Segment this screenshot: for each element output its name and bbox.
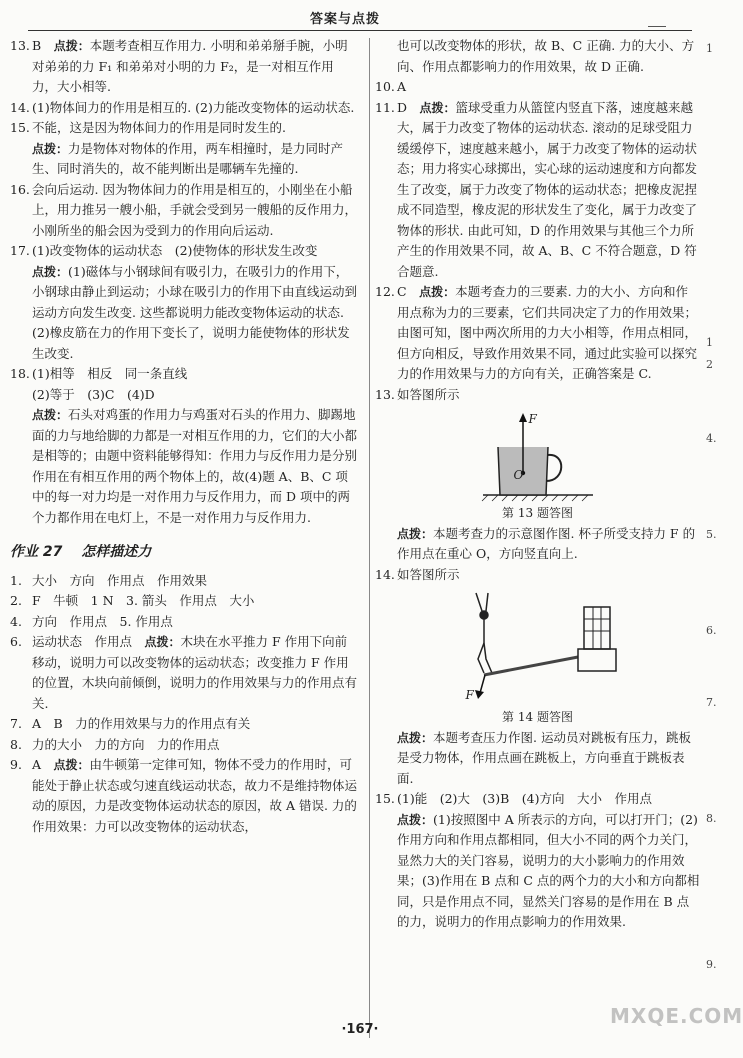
answer-item <box>10 364 358 385</box>
edge-mark: 2 <box>706 358 713 371</box>
answer-item <box>375 77 700 98</box>
answer-text: 如答图所示 <box>397 566 460 582</box>
hint-text: 本题考查相互作用力. 小明和弟弟掰手腕，小明对弟弟的力 F₁ 和弟弟对小明的力 F₂，是一对相互作用力，大小相等. <box>32 38 348 94</box>
answer-text: 如答图所示 <box>397 386 460 402</box>
edge-mark: 4. <box>706 432 717 445</box>
answer-text: 也可以改变物体的形状，故 B、C 正确. 力的大小、方向、作用点都影响力的作用效果，故 D 正确. <box>397 38 695 74</box>
answer-item <box>10 591 358 612</box>
force-label-F14: F <box>465 688 474 702</box>
right-answers <box>375 36 700 405</box>
answer-item <box>10 385 358 406</box>
answer-number: 13. <box>375 386 395 402</box>
answer-item <box>10 755 358 837</box>
answer-text: 运动状态 作用点 <box>32 634 145 649</box>
hint-keyword: 点拨： <box>397 526 434 541</box>
hint-keyword: 点拨： <box>53 758 90 772</box>
page-header <box>0 0 720 34</box>
edge-mark: 8. <box>706 812 717 825</box>
answer-text: 力的大小 力的方向 力的作用点 <box>32 736 220 752</box>
page-number: ·167· <box>341 1022 379 1037</box>
figure-13 <box>478 409 598 501</box>
answer-item <box>375 789 700 810</box>
hint-text: 木块在水平推力 F 作用下向前移动，说明力可以改变物体的运动状态；改变推力 F 作用的位置，木块向前倾倒，说明力的作用效果与力的作用点有关. <box>32 634 358 711</box>
answer-item <box>375 385 700 406</box>
hint-keyword: 点拨： <box>32 408 69 422</box>
left-column <box>10 36 358 837</box>
answer-text: (2)等于 (3)C (4)D <box>32 386 155 402</box>
answer-number: 17. <box>10 243 30 258</box>
answer-number: 16. <box>10 181 30 197</box>
hint-text: 石头对鸡蛋的作用力与鸡蛋对石头的作用力、脚踢地面的力与地给脚的力都是一对相互作用的力，它们的大小都是相等的；由题中资料能够得知：作用力与反作用力是分别作用在有相互作用的两个物体上的，故(4)题 A、B、C 项中的每一对力均是一对作用力与反作用力，而 D 项中的两个力都作用在电灯上，不是一对作用力与反作用力. <box>32 407 358 525</box>
answer-item <box>375 728 700 790</box>
answer-text: (1)物体间力的作用是相互的. (2)力能改变物体的运动状态. <box>32 99 355 115</box>
answer-item <box>375 36 700 77</box>
answer-text: 方向 作用点 5. 作用点 <box>32 613 173 629</box>
right-answers-2 <box>375 524 700 586</box>
answer-text: A <box>32 757 54 772</box>
answer-text: F 牛顿 1 N 3. 箭头 作用点 大小 <box>32 593 255 608</box>
answer-item <box>10 180 358 242</box>
hint-keyword: 点拨： <box>397 730 434 745</box>
answer-number: 1. <box>10 572 22 588</box>
hint-text: 力是物体对物体的作用，两车相撞时，是力同时产生、同时消失的，故不能判断出是哪辆车先撞的. <box>32 140 344 176</box>
answer-number: 14. <box>375 566 395 582</box>
header-title: 答案与点拨 <box>310 12 381 27</box>
diving-board-diagram <box>458 589 618 705</box>
answer-number: 14. <box>10 99 30 115</box>
hint-text: (1)按照图中 A 所表示的方向，可以打开门；(2)作用方向和作用点都相同，但大小不同的两个力关门，显然力大的关门容易，说明力的大小影响力的作用效果；(3)作用在 B 点和 C 点的两个力的大小和方向都相同，只是作用点不同，显然关门容易的是作用在 B 点的力，说明力的作用点影响力的作用效果. <box>397 811 700 929</box>
hint-text: (1)磁体与小钢球间有吸引力，在吸引力的作用下，小钢球由静止到运动；小球在吸引力的作用下由直线运动到运动方向发生改变. 这些都说明力能改变物体运动的状态. (2)橡皮筋在力的作用下变长了，说明力能使物体的形状发生改变. <box>32 263 358 361</box>
section-title: 怎样描述力 <box>81 544 152 560</box>
answer-text: C <box>397 284 420 299</box>
hint-text: 篮球受重力从篮筐内竖直下落，速度越来越大，属于力改变了物体的运动状态. 滚动的足球受阻力缓缓停下，速度越来越小，属于力改变了物体的运动状态；用力将实心球掷出，实心球的运动速度和方向都发生了改变，属于力改变了物体的运动状态；把橡皮泥捏成不同造型，橡皮泥的形状发生了变化，属于力改变了物体的形状. 由此可知，D 的作用效果与其他三个力所产生的作用效果不同，故 A、B、C 不符合题意，D 符合题意. <box>397 99 698 279</box>
answer-item <box>10 735 358 756</box>
answer-text: 不能，这是因为物体间力的作用是同时发生的. <box>32 120 286 135</box>
answer-number: 6. <box>10 634 22 649</box>
answer-item <box>375 810 700 933</box>
answer-text: (1)相等 相反 同一条直线 <box>32 366 188 381</box>
answer-number: 8. <box>10 736 22 752</box>
edge-mark: 7. <box>706 696 717 709</box>
hint-keyword: 点拨： <box>144 635 181 649</box>
answer-item <box>10 36 358 98</box>
answer-text: A B 力的作用效果与力的作用点有关 <box>32 716 251 731</box>
section-label: 作业 27 <box>10 544 63 560</box>
edge-mark: 6. <box>706 624 717 637</box>
answer-number: 2. <box>10 593 22 608</box>
answer-text: D <box>397 99 420 115</box>
edge-mark: 9. <box>706 958 717 971</box>
answer-number: 9. <box>10 757 22 772</box>
hint-keyword: 点拨： <box>419 100 456 115</box>
right-answers-3 <box>375 728 700 933</box>
force-label-F: F <box>528 412 537 426</box>
header-dash <box>648 26 666 27</box>
answer-item <box>375 282 700 385</box>
header-rule <box>28 30 692 31</box>
answer-number: 13. <box>10 38 30 53</box>
answer-number: 7. <box>10 716 22 731</box>
answer-item <box>375 524 700 565</box>
hint-keyword: 点拨： <box>397 812 434 827</box>
answer-item <box>10 98 358 119</box>
left-answers <box>10 36 358 528</box>
answer-item <box>10 612 358 633</box>
hint-keyword: 点拨： <box>32 264 69 279</box>
answer-item <box>10 241 358 262</box>
watermark-logo: MXQE.COM <box>610 1004 743 1028</box>
answer-item <box>10 632 358 714</box>
answer-item <box>375 98 700 283</box>
hint-keyword: 点拨： <box>32 141 69 156</box>
answer-number: 10. <box>375 79 395 94</box>
edge-mark: 1 <box>706 336 713 349</box>
hint-text: 本题考查力的三要素. 力的大小、方向和作用点称为力的三要素，它们共同决定了力的作用效果；由图可知，图中两次所用的力大小相等，作用点相同，但方向相反，导致作用效果不同，通过此实验可以探究力的作用效果与力的方向有关，正确答案是 C. <box>397 284 698 381</box>
answer-item <box>10 262 358 365</box>
answer-number: 15. <box>375 791 395 806</box>
edge-mark: 5. <box>706 528 717 541</box>
answer-number: 18. <box>10 366 30 381</box>
column-divider <box>369 38 370 1038</box>
center-label-O: O <box>513 468 524 482</box>
figure-14-caption: 第 14 题答图 <box>502 710 573 724</box>
answer-number: 4. <box>10 613 22 629</box>
answer-item <box>10 571 358 592</box>
answer-text: 大小 方向 作用点 作用效果 <box>32 572 208 588</box>
answer-number: 12. <box>375 284 395 299</box>
hint-keyword: 点拨： <box>53 39 90 53</box>
left-answers-2 <box>10 571 358 838</box>
hint-text: 由牛顿第一定律可知，物体不受力的作用时，可能处于静止状态或匀速直线运动状态，故力不是维持物体运动的原因，力是改变物体运动状态的原因，故 A 错误. 力的作用效果：力可以改变物体的运动状态， <box>32 757 358 834</box>
hint-text: 本题考查压力作图. 运动员对跳板有压力，跳板是受力物体，作用点画在跳板上，方向垂直于跳板表面. <box>397 729 691 786</box>
answer-item <box>10 714 358 735</box>
answer-number: 11. <box>375 99 395 115</box>
answer-item <box>10 118 358 139</box>
answer-item <box>10 405 358 528</box>
answer-text: A <box>397 79 407 94</box>
figure-13-caption: 第 13 题答图 <box>502 506 573 520</box>
answer-item <box>375 565 700 586</box>
hint-text: 本题考查力的示意图作图. 杯子所受支持力 F 的作用点在重心 O，方向竖直向上. <box>397 525 696 561</box>
answer-item <box>10 139 358 180</box>
answer-text: B <box>32 38 54 53</box>
answer-text: 会向后运动. 因为物体间力的作用是相互的，小刚坐在小船上，用力推另一艘小船，手就会受到另一艘船的反作用力，小刚所坐的船会因为受到力的作用向后运动. <box>32 181 358 238</box>
answer-text: (1)能 (2)大 (3)B (4)方向 大小 作用点 <box>397 791 653 806</box>
answer-number: 15. <box>10 120 30 135</box>
figure-14 <box>458 589 618 705</box>
edge-mark: 1 <box>706 42 713 55</box>
answer-text: (1)改变物体的运动状态 (2)使物体的形状发生改变 <box>32 243 318 258</box>
cup-diagram <box>478 409 598 501</box>
hint-keyword: 点拨： <box>419 285 456 299</box>
section-heading <box>10 542 358 563</box>
right-column <box>375 36 700 933</box>
